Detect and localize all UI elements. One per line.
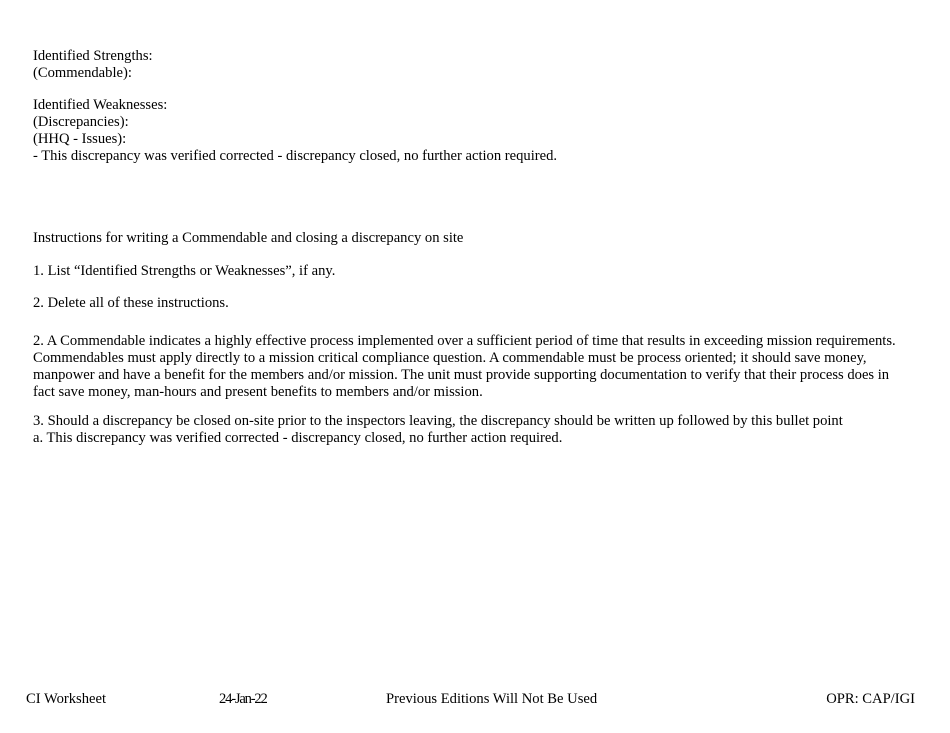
footer-date: 24-Jan-22	[219, 691, 267, 707]
instructions-title: Instructions for writing a Commendable and closing a discrepancy on site	[33, 230, 464, 246]
strengths-heading: Identified Strengths:	[33, 48, 153, 64]
footer-opr: OPR: CAP/IGI	[826, 691, 915, 707]
footer-form-name: CI Worksheet	[26, 691, 107, 707]
weaknesses-section	[33, 97, 557, 165]
weaknesses-heading: Identified Weaknesses:	[33, 97, 168, 113]
instruction-item-3a: a. This discrepancy was verified corrected - discrepancy closed, no further action required.	[33, 430, 563, 446]
instruction-commendable-paragraph: 2. A Commendable indicates a highly effective process implemented over a sufficient period of time that results in exceeding mission requirements. Commendables must apply directly to a mission critical compliance question. A commendable must be process oriented; it should save money, manpower and have a benefit for the members and/or mission. The unit must provide supporting documentation to verify that their process does in fact save money, man-hours and present benefits to members and/or mission.	[33, 333, 896, 400]
hhq-issues-label: (HHQ - Issues):	[33, 131, 127, 147]
instruction-item-3	[33, 413, 843, 447]
instruction-item-2: 2. Delete all of these instructions.	[33, 295, 229, 311]
instruction-item-3-text: 3. Should a discrepancy be closed on-site prior to the inspectors leaving, the discrepancy should be written up followed by this bullet point	[33, 413, 843, 429]
commendable-label: (Commendable):	[33, 65, 132, 81]
footer-notice: Previous Editions Will Not Be Used	[386, 691, 598, 707]
discrepancies-label: (Discrepancies):	[33, 114, 129, 130]
strengths-section	[33, 48, 153, 82]
instruction-item-1: 1. List “Identified Strengths or Weaknesses”, if any.	[33, 263, 336, 279]
discrepancy-closed-bullet: - This discrepancy was verified corrected - discrepancy closed, no further action required.	[33, 148, 558, 164]
